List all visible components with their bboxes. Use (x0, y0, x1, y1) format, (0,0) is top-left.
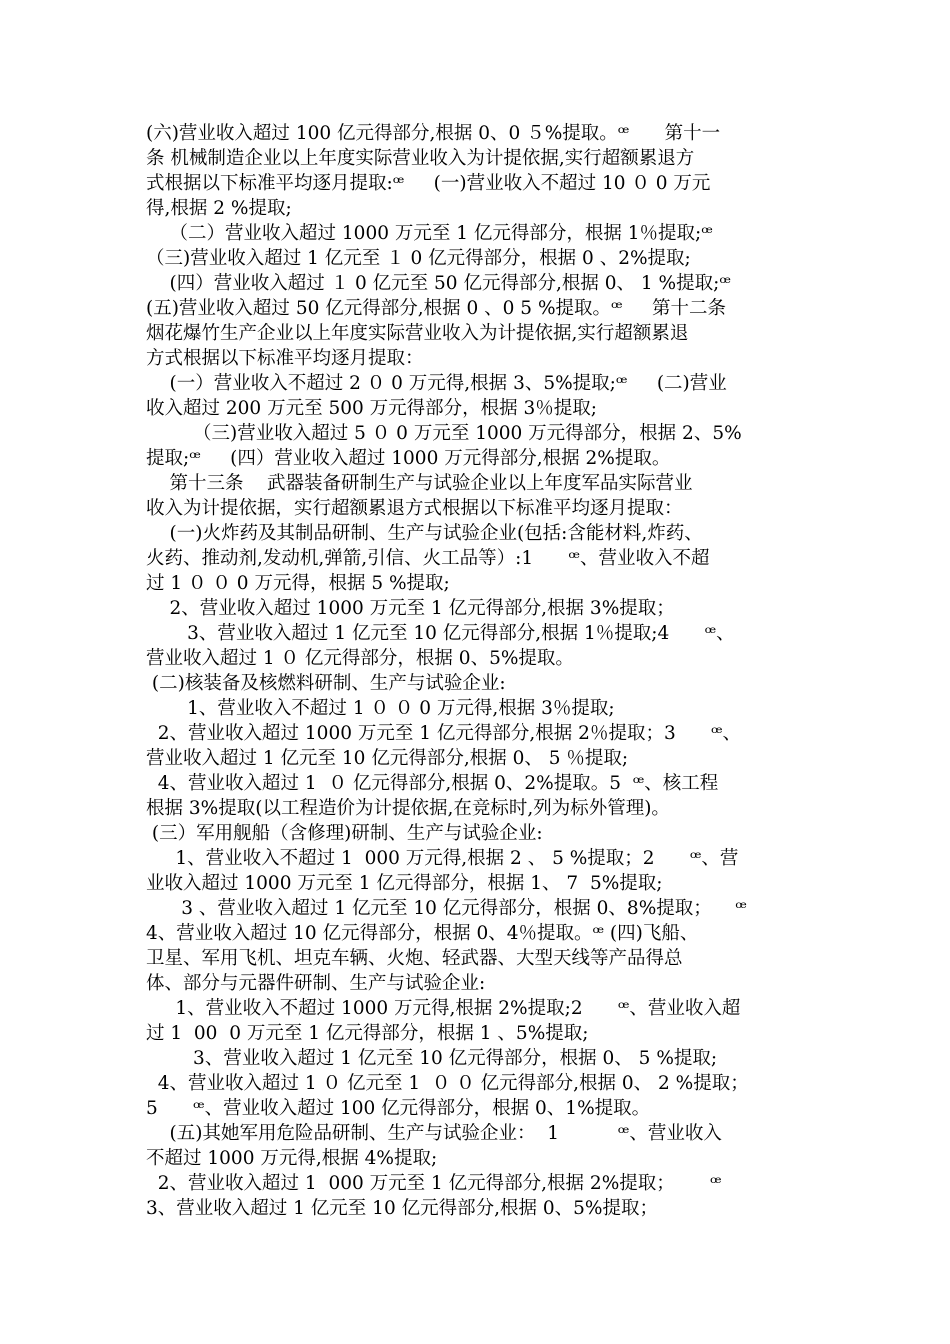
document-line: 火药、推动剂,发动机,弹箭,引信、火工品等）:1 ꟹ、营业收入不超 (146, 548, 710, 569)
document-line: 4、营业收入超过 1 ０ 亿元至 1 ０ ０ 亿元得部分,根据 0、 2 %提取； (146, 1073, 749, 1094)
document-line: 收入超过 200 万元至 500 万元得部分，根据 3％提取; (146, 398, 598, 419)
document-line: 3、营业收入超过 1 亿元至 10 亿元得部分,根据 0、5%提取； (146, 1198, 658, 1219)
document-line: （二）营业收入超过 1000 万元至 1 亿元得部分，根据 1％提取;ꟹ (146, 223, 713, 244)
document-line: (五)其她军用危险品研制、生产与试验企业： 1 ꟹ、营业收入 (146, 1123, 722, 1144)
document-line: (三）军用舰船（含修理)研制、生产与试验企业: (146, 823, 543, 844)
document-line: 条 机械制造企业以上年度实际营业收入为计提依据,实行超额累退方 (146, 148, 695, 169)
document-line: 第十三条 武器装备研制生产与试验企业以上年度军品实际营业 (146, 473, 693, 494)
document-line: 方式根据以下标准平均逐月提取： (146, 348, 424, 369)
document-line: 营业收入超过 1 ０ 亿元得部分，根据 0、5%提取。 (146, 648, 574, 669)
document-line: 4、营业收入超过 1 ０ 亿元得部分,根据 0、2%提取。5 ꟹ、核工程 (146, 773, 719, 794)
document-line: 不超过 1000 万元得,根据 4%提取; (146, 1148, 438, 1169)
document-line: 2、营业收入超过 1 000 万元至 1 亿元得部分,根据 2%提取； ꟹ (146, 1173, 722, 1194)
document-line: 2、营业收入超过 1000 万元至 1 亿元得部分,根据 3%提取； (146, 598, 675, 619)
document-body (146, 121, 810, 1221)
document-line: 提取;ꟹ (四）营业收入超过 1000 万元得部分,根据 2%提取。 (146, 448, 671, 469)
document-line: (六)营业收入超过 100 亿元得部分,根据 0、0 ５%提取。ꟹ 第十一 (146, 123, 721, 144)
document-line: (一)火炸药及其制品研制、生产与试验企业(包括:含能材料,炸药、 (146, 523, 703, 544)
document-line: 收入为计提依据，实行超额累退方式根据以下标准平均逐月提取： (146, 498, 683, 519)
document-line: 烟花爆竹生产企业以上年度实际营业收入为计提依据,实行超额累退 (146, 323, 689, 344)
document-line: 5 ꟹ、营业收入超过 100 亿元得部分，根据 0、1%提取。 (146, 1098, 651, 1119)
document-line: （三)营业收入超过 1 亿元至 １ 0 亿元得部分，根据 0 、2%提取; (146, 248, 691, 269)
document-line: 体、部分与元器件研制、生产与试验企业: (146, 973, 486, 994)
document-line: 1、营业收入不超过 1000 万元得,根据 2%提取;2 ꟹ、营业收入超 (146, 998, 741, 1019)
document-line: (四）营业收入超过 １ 0 亿元至 50 亿元得部分,根据 0、 1 %提取;ꟹ (146, 273, 731, 294)
document-line: (二)核装备及核燃料研制、生产与试验企业: (146, 673, 506, 694)
document-line: 式根据以下标准平均逐月提取:ꟹ (一)营业收入不超过 10 ０ 0 万元 (146, 173, 711, 194)
document-line: 4、营业收入超过 10 亿元得部分，根据 0、4％提取。ꟹ (四)飞船、 (146, 923, 699, 944)
document-line: 过 1 ０ ０ 0 万元得，根据 5 %提取; (146, 573, 450, 594)
document-line: 得,根据 2 %提取; (146, 198, 292, 219)
document-line: 过 1 00 0 万元至 1 亿元得部分，根据 1 、5%提取; (146, 1023, 589, 1044)
document-line: 1、营业收入不超过 1 000 万元得,根据 2 、 5 %提取；2 ꟹ、营 (146, 848, 739, 869)
document-line: 3、营业收入超过 1 亿元至 10 亿元得部分,根据 1％提取;4 ꟹ、 (146, 623, 735, 644)
document-line: 业收入超过 1000 万元至 1 亿元得部分，根据 1、 7 5%提取; (146, 873, 663, 894)
document-line: 1、营业收入不超过 1 ０ ０ 0 万元得,根据 3％提取; (146, 698, 615, 719)
document-line: 3 、营业收入超过 1 亿元至 10 亿元得部分，根据 0、8%提取； ꟹ (146, 898, 747, 919)
document-line: 3、营业收入超过 1 亿元至 10 亿元得部分，根据 0、 5 %提取; (146, 1048, 718, 1069)
document-line: 营业收入超过 1 亿元至 10 亿元得部分,根据 0、 5 ％提取; (146, 748, 629, 769)
document-line: 根据 3%提取(以工程造价为计提依据,在竞标时,列为标外管理)。 (146, 798, 670, 819)
document-line: 卫星、军用飞机、坦克车辆、火炮、轻武器、大型天线等产品得总 (146, 948, 683, 969)
document-line: 2、营业收入超过 1000 万元至 1 亿元得部分,根据 2％提取；3 ꟹ、 (146, 723, 742, 744)
document-line: (五)营业收入超过 50 亿元得部分,根据 0 、0 5 %提取。ꟹ 第十二条 (146, 298, 726, 319)
document-line: (一）营业收入不超过 2 ０ 0 万元得,根据 3、5%提取;ꟹ (二)营业 (146, 373, 727, 394)
document-line: （三)营业收入超过 5 ０ 0 万元至 1000 万元得部分，根据 2、5% (146, 423, 742, 444)
